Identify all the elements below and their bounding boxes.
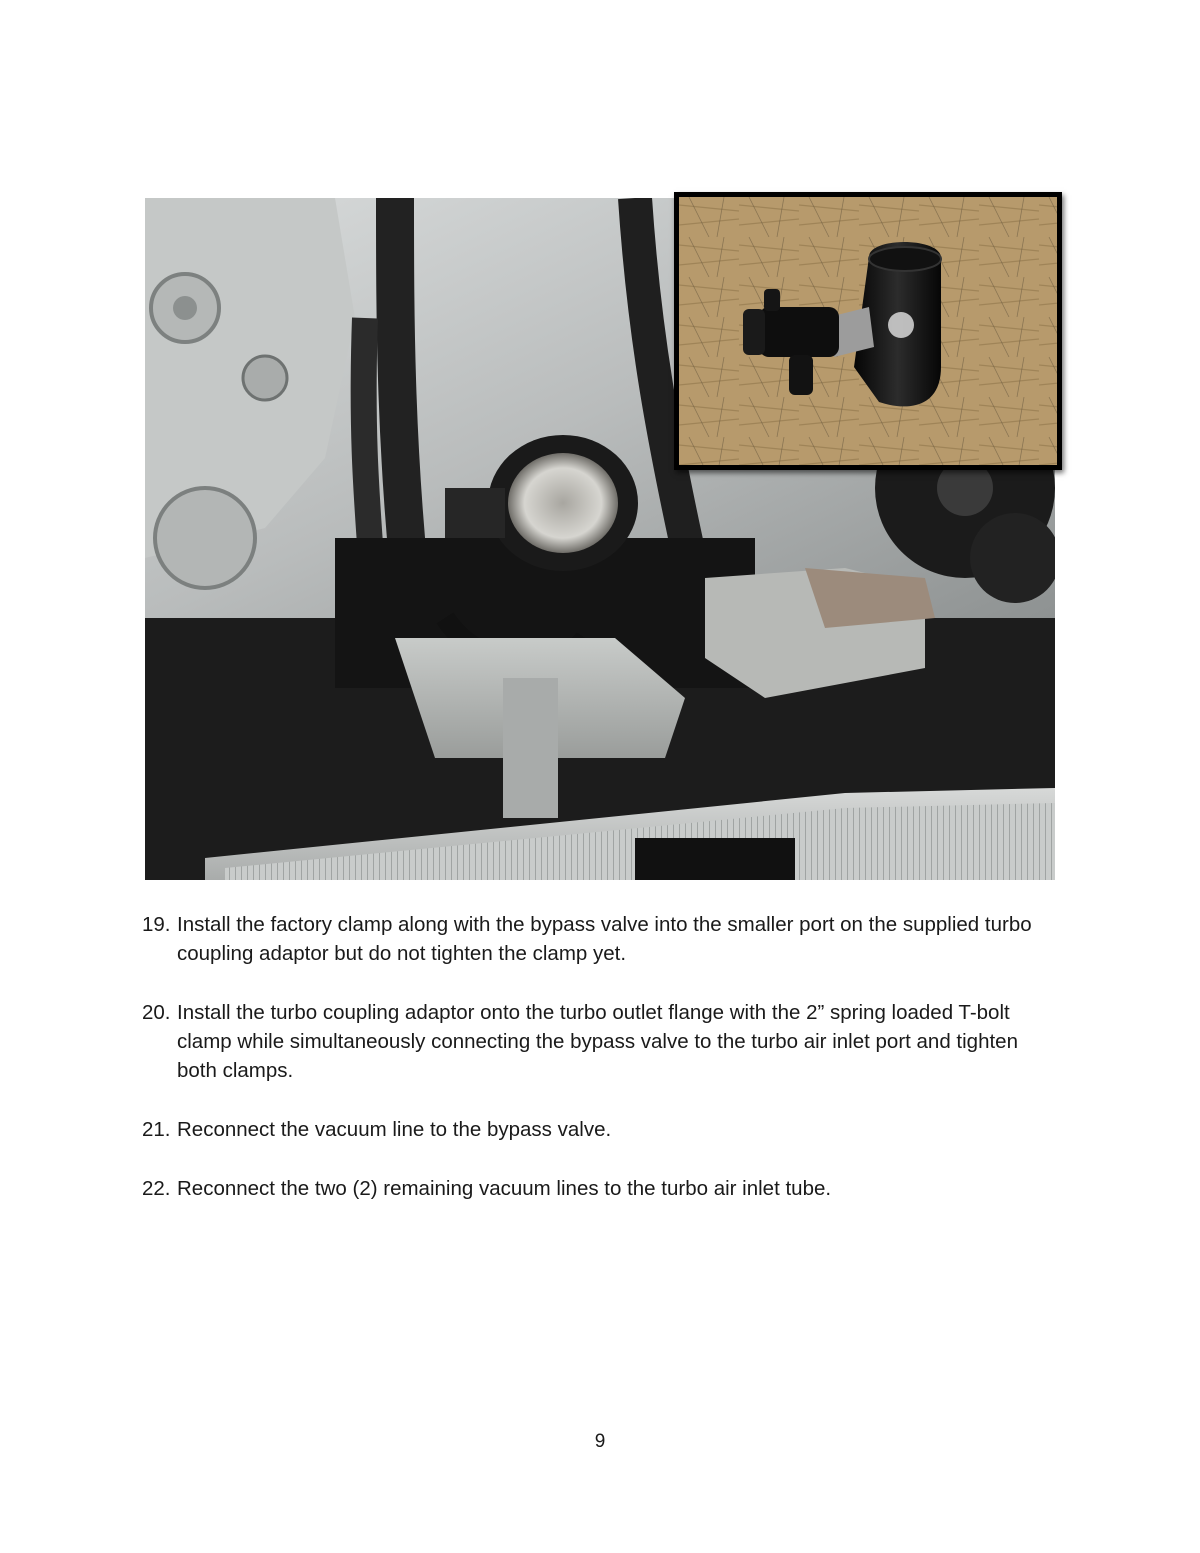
step-text: Install the factory clamp along with the bypass valve into the smaller port on the supplied turbo coupling adaptor but do not tighten the clamp yet. [177, 913, 1032, 965]
step-number: 19. [142, 913, 171, 936]
step-20 [142, 998, 1054, 1085]
page-number: 9 [594, 1431, 606, 1452]
coupling-adaptor-inset-photo [674, 192, 1062, 470]
step-number: 20. [142, 1001, 171, 1024]
step-number: 21. [142, 1118, 171, 1141]
step-22 [142, 1174, 1054, 1203]
step-21 [142, 1115, 1054, 1144]
step-text: Install the turbo coupling adaptor onto the turbo outlet flange with the 2” spring loaded T-bolt clamp while simultaneously connecting the bypass valve to the turbo air inlet port and tighten both clamps. [177, 1001, 1018, 1082]
step-text: Reconnect the vacuum line to the bypass valve. [177, 1118, 612, 1141]
coupling-adaptor-illustration [679, 197, 1057, 465]
instruction-steps [142, 910, 1054, 1233]
step-number: 22. [142, 1177, 171, 1200]
step-text: Reconnect the two (2) remaining vacuum lines to the turbo air inlet tube. [177, 1177, 832, 1200]
step-19 [142, 910, 1054, 968]
